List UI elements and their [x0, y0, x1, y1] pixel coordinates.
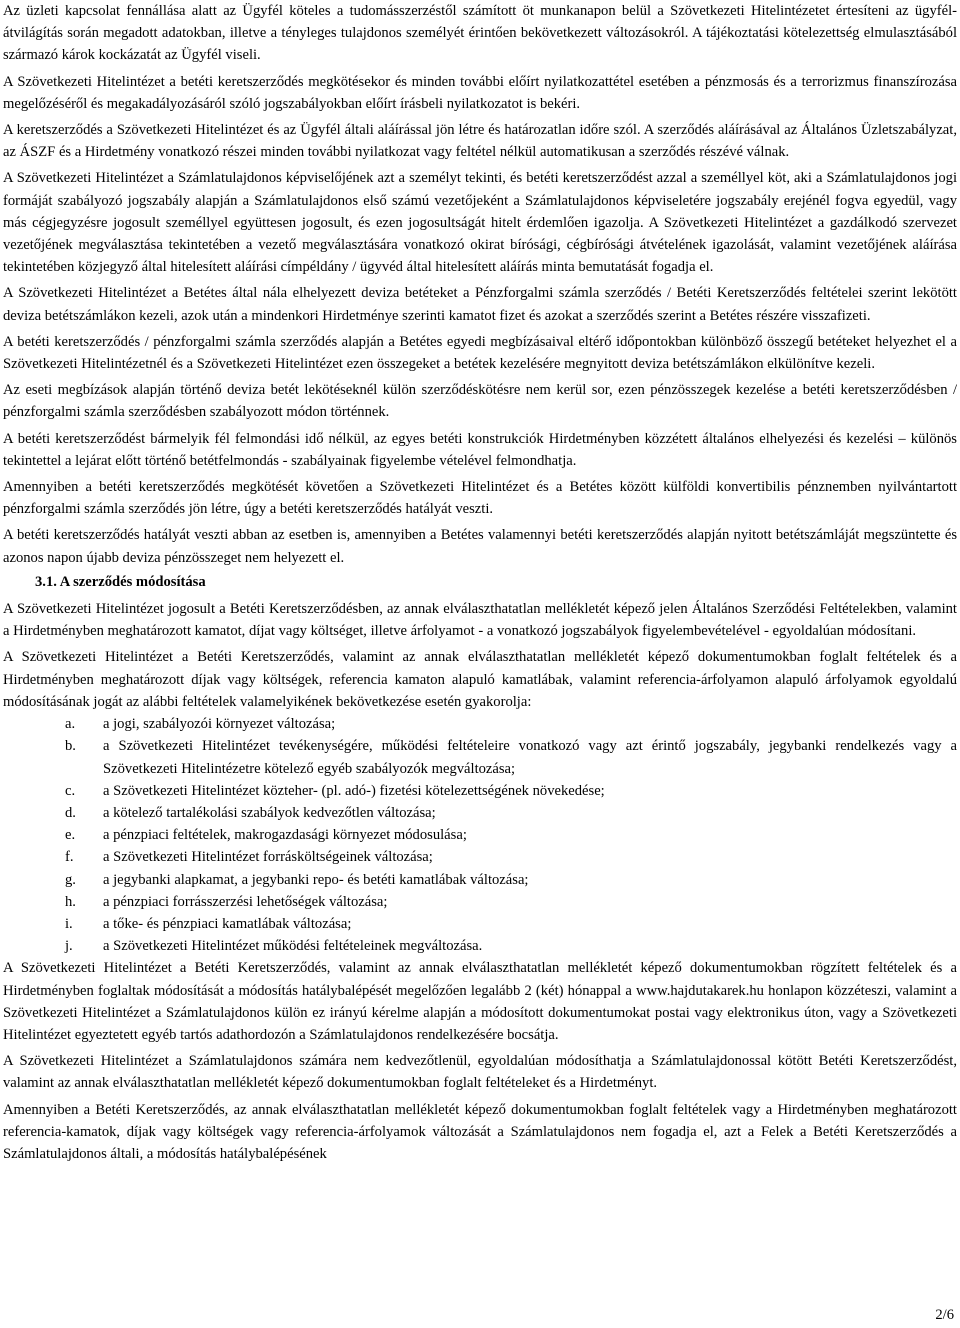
list-item [3, 846, 957, 868]
list-marker: c. [65, 782, 76, 799]
paragraph: Amennyiben a Betéti Keretszerződés, az annak elválaszthatatlan mellékletét képező dokumentumokban foglalt feltételek vagy a Hirdetményben meghatározott referencia-kamatok, díjak vagy költségek vagy referencia-árfolyamok változását a Számlatulajdonos nem fogadja el, azt a Felek a Betéti Keretszerződés a Számlatulajdonos általi, a módosítás hatálybalépésének [3, 1101, 957, 1162]
paragraph: A betéti keretszerződés / pénzforgalmi számla szerződés alapján a Betétes egyedi megbízásaival eltérő időpontokban különböző összegű betéteket helyezhet el a Szövetkezeti Hitelintézetnél és a Szövetkezeti Hitelintézet ezen összegeket a betétek kezelésére megnyitott deviza betétszámlákon elkülönítve kezeli. [3, 333, 957, 373]
paragraph: A betéti keretszerződés hatályát veszti abban az esetben is, amennyiben a Betétes valamennyi betéti keretszerződés alapján nyitott betétszámláját megszüntette és azonos napon újabb deviza pénzösszeget nem helyezett el. [3, 527, 957, 566]
body-text-bottom [3, 957, 957, 1165]
list-item-text: a tőke- és pénzpiaci kamatlábak változása; [103, 915, 352, 932]
paragraph: Az üzleti kapcsolat fennállása alatt az Ügyfél köteles a tudomásszerzéstől számított öt munkanapon belül a Szövetkezeti Hitelintézetet értesíteni az ügyfél-átvilágítás során megadott adatokban, illetve a tényleges tulajdonos személyét érintően bekövetkezett változásokról. A tájékoztatási kötelezettség elmulasztásából származó károk kockázatát az Ügyfél viseli. [3, 3, 957, 64]
list-item-text: a kötelező tartalékolási szabályok kedvezőtlen változása; [103, 804, 436, 821]
paragraph: A Szövetkezeti Hitelintézet a Betéti Keretszerződés, valamint az annak elválaszthatatlan mellékletét képező dokumentumokban foglalt feltételek és a Hirdetményben meghatározott díjak vagy költségek, referencia kamaton alapuló kamatlábak, valamint referencia-árfolyamon alapuló árfolyamok egyoldalú módosításának jogát az alábbi feltételek valamelyikének bekövetkezése esetén gyakorolja: [3, 649, 957, 710]
paragraph: A Szövetkezeti Hitelintézet a Számlatulajdonos számára nem kedvezőtlenül, egyoldalúan módosíthatja a Számlatulajdonossal kötött Betéti Keretszerződést, valamint az annak elválaszthatatlan mellékletét képező dokumentumokban foglalt feltételeket és a Hirdetményt. [3, 1053, 957, 1092]
list-item [3, 891, 957, 913]
list-item [3, 913, 957, 935]
list-item [3, 802, 957, 824]
page-number: 2/6 [935, 1307, 954, 1323]
paragraph: A Szövetkezeti Hitelintézet a Számlatulajdonos képviselőjének azt a személyt tekinti, és betéti keretszerződést azzal a személlyel köt, aki a Számlatulajdonos jogi formáját szabályozó jogszabály alapján a Számlatulajdonos első számú vezetőjeként a Számlatulajdonos képviseletére jogszabály erejénél fogva egyedül, vagy más cégjegyzésre jogosult személlyel együttesen jogosult, és ezen jogosultságát hitelt érdemlően igazolja. A Szövetkezeti Hitelintézet a gazdálkodó szervezet vezetőjének megválasztása tekintetében a vezető megválasztására vonatkozó okirat bírósági, cégbírósági átvételének igazolását, valamint vezetőjének aláírása tekintetében közjegyző által hitelesített aláírási címpéldány / ügyvéd által hitelesített aláírás minta bemutatását fogadja el. [3, 170, 957, 276]
list-marker: g. [65, 871, 76, 888]
list-item-text: a jegybanki alapkamat, a jegybanki repo- és betéti kamatlábak változása; [103, 871, 529, 888]
paragraph: A Szövetkezeti Hitelintézet a Betétes által nála elhelyezett deviza betéteket a Pénzforgalmi számla szerződés / Betéti Keretszerződés feltételei szerint lekötött deviza betétszámlákon kezeli, azok után a mindenkori Hirdetménye szerinti kamatot fizet és azokat a szerződés szerint a Betétes részére visszafizeti. [3, 285, 957, 324]
list-item [3, 735, 957, 779]
paragraph: Amennyiben a betéti keretszerződés megkötését követően a Szövetkezeti Hitelintézet és a Betétes között külföldi konvertibilis pénznemben nyilvántartott pénzforgalmi számla szerződés jön létre, úgy a betéti keretszerződés hatályát veszti. [3, 479, 957, 518]
paragraph: Az eseti megbízások alapján történő deviza betét lekötéseknél külön szerződéskötésre nem kerül sor, ezen pénzösszegek kezelése a betéti keretszerződésben / pénzforgalmi számla szerződésben szabályozott módon történnek. [3, 382, 957, 421]
list-item [3, 713, 957, 735]
list-item-text: a pénzpiaci forrásszerzési lehetőségek változása; [103, 893, 388, 910]
list-marker: i. [65, 915, 73, 932]
list-marker: e. [65, 827, 76, 844]
list-item-text: a Szövetkezeti Hitelintézet tevékenységére, működési feltételeire vonatkozó vagy azt érintő jogszabály, jegybanki rendelkezés vagy a Szövetkezeti Hitelintézetre kötelező egyéb szabályozók megváltozása; [103, 738, 957, 777]
paragraph: A Szövetkezeti Hitelintézet a Betéti Keretszerződés, valamint az annak elválaszthatatlan mellékletét képező dokumentumokban rögzített feltételek és a Hirdetményben foglaltak módosítását a módosítás hatálybalépését megelőzően legalább 2 (két) hónappal a www.hajdutakarek.hu honlapon közzéteszi, valamint a Szövetkezeti Hitelintézet a Számlatulajdonos külön ez irányú kérelme alapján a módosított dokumentumokat postai vagy elektronikus úton, vagy a Szövetkezeti Hitelintézet egyeztetett egyéb tartós adathordozón a Számlatulajdonos rendelkezésére bocsátja. [3, 960, 957, 1043]
paragraph: A Szövetkezeti Hitelintézet jogosult a Betéti Keretszerződésben, az annak elválaszthatatlan mellékletét képező jelen Általános Szerződési Feltételekben, valamint a Hirdetményben meghatározott kamatot, díjat vagy költséget, illetve árfolyamot - a vonatkozó jogszabályok figyelembevételével - egyoldalúan módosítani. [3, 601, 957, 640]
list-marker: d. [65, 804, 76, 821]
list-item-text: a Szövetkezeti Hitelintézet forrásköltségeinek változása; [103, 849, 433, 866]
list-item-text: a jogi, szabályozói környezet változása; [103, 716, 336, 733]
list-item [3, 869, 957, 891]
section-heading: 3.1. A szerződés módosítása [35, 573, 206, 590]
list-marker: b. [65, 738, 76, 755]
list-item [3, 824, 957, 846]
list-item-text: a Szövetkezeti Hitelintézet működési feltételeinek megváltozása. [103, 938, 483, 955]
list-item [3, 780, 957, 802]
paragraph: A betéti keretszerződést bármelyik fél felmondási idő nélkül, az egyes betéti konstrukciók Hirdetményben közzétett általános elhelyezési és kezelési – különös tekintettel a lejárat előtt történő betétfelmondás - szabályainak figyelembe vételével felmondhatja. [3, 430, 957, 469]
list-marker: a. [65, 716, 76, 733]
conditions-list [3, 713, 957, 957]
paragraph: A Szövetkezeti Hitelintézet a betéti keretszerződés megkötésekor és minden további előírt nyilatkozattétel esetében a pénzmosás és a terrorizmus finanszírozása megelőzéséről és megakadályozásáról szóló jogszabályokban előírt írásbeli nyilatkozatot is bekéri. [3, 73, 957, 112]
list-marker: j. [65, 938, 73, 955]
list-item-text: a Szövetkezeti Hitelintézet közteher- (pl. adó-) fizetési kötelezettségének növekedése; [103, 782, 605, 799]
paragraph: A keretszerződés a Szövetkezeti Hitelintézet és az Ügyfél általi aláírással jön létre és határozatlan időre szól. A szerződés aláírásával az Általános Üzletszabályzat, az ÁSZF és a Hirdetmény vonatkozó részei minden további nyilatkozat vagy feltétel nélkül automatikusan a szerződés részévé válnak. [3, 122, 957, 161]
list-marker: h. [65, 893, 76, 910]
body-text-top [3, 0, 957, 569]
list-item [3, 935, 957, 957]
list-marker: f. [65, 849, 74, 866]
list-item-text: a pénzpiaci feltételek, makrogazdasági környezet módosulása; [103, 827, 467, 844]
body-text-mid [3, 598, 957, 713]
